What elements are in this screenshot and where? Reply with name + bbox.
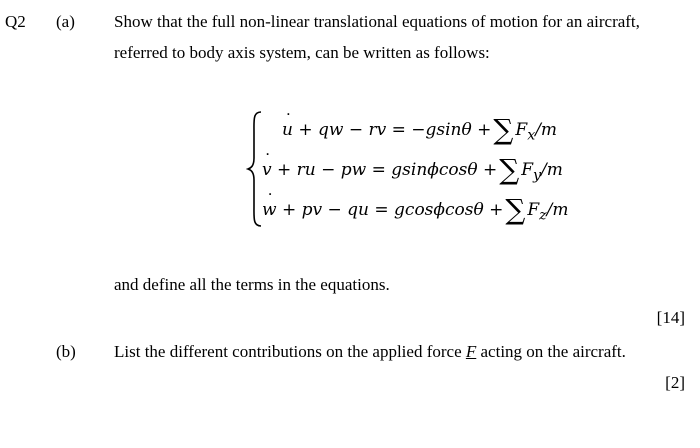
- u-dot-variable: ˙ u: [282, 120, 293, 140]
- equation-w: [262, 193, 569, 226]
- part-a-text-line-1: Show that the full non-linear translational equations of motion for an aircraft,: [114, 12, 640, 31]
- force-subscript-y: y: [533, 167, 542, 184]
- part-a-marks: [14]: [656, 308, 685, 327]
- summation-symbol: ∑: [505, 193, 526, 226]
- summation-symbol: ∑: [493, 113, 514, 146]
- equation-u-lhs: + qw − rv = −gsinθ +: [292, 120, 492, 140]
- part-b-label: (b): [56, 342, 76, 361]
- equation-w-lhs: + pv − qu = gcosϕcosθ +: [276, 200, 504, 220]
- summation-symbol: ∑: [499, 153, 520, 186]
- mass-divisor: /m: [546, 200, 569, 220]
- force-subscript-z: z: [539, 207, 547, 224]
- force-symbol: F: [527, 200, 540, 220]
- part-b-text-after: acting on the aircraft.: [476, 342, 626, 361]
- force-symbol: F: [515, 120, 528, 140]
- applied-force-symbol: F: [465, 342, 477, 361]
- equation-v: [262, 153, 563, 186]
- equation-u: [282, 113, 558, 146]
- question-number: Q2: [5, 12, 26, 31]
- mass-divisor: /m: [535, 120, 558, 140]
- mass-divisor: /m: [541, 160, 563, 180]
- part-a-label: (a): [56, 12, 75, 31]
- part-a-text-line-2: referred to body axis system, can be written as follows:: [114, 43, 490, 62]
- part-b-marks: [2]: [665, 373, 685, 392]
- part-a-define-instruction: and define all the terms in the equations.: [114, 275, 390, 294]
- v-dot-variable: ˙ v: [262, 160, 272, 180]
- w-dot-variable: ˙ w: [262, 200, 277, 220]
- force-symbol: F: [521, 160, 534, 180]
- part-b-text-before: List the different contributions on the applied force: [114, 342, 466, 361]
- force-subscript-x: x: [527, 127, 536, 144]
- part-b-text: [114, 342, 626, 362]
- equation-v-lhs: + ru − pw = gsinϕcosθ +: [271, 160, 498, 180]
